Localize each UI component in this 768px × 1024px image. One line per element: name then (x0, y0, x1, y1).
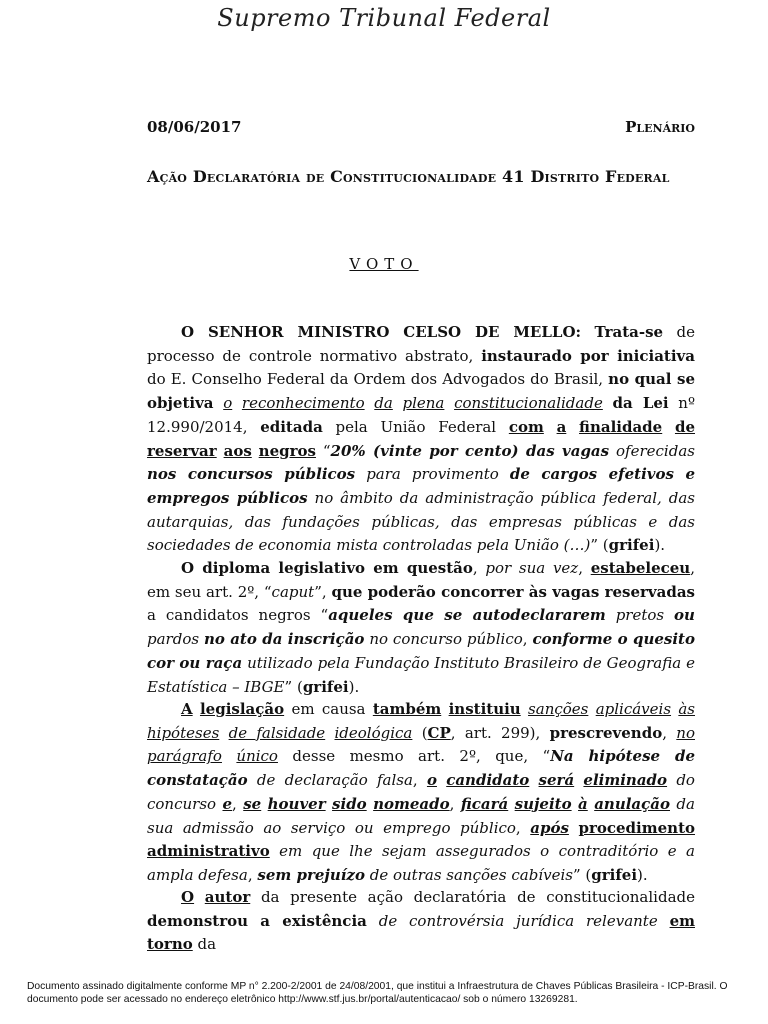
section-heading-voto: VOTO (349, 255, 419, 273)
digital-signature-footer (27, 980, 757, 1006)
meta-row (147, 118, 695, 136)
court-header-title: Supremo Tribunal Federal (217, 4, 551, 32)
vote-paragraph-1: O SENHOR MINISTRO CELSO DE MELLO: Trata-se de processo de controle normativo abstrato, instaurado por iniciativa do E. Conselho Federal da Ordem dos Advogados do Brasil, no qual se objetiva o reconhecimento da plena constitucionalidade da Lei nº 12.990/2014, editada pela União Federal com a finalidade de reservar aos negros “20% (vinte por cento) das vagas oferecidas nos concursos públicos para provimento de cargos efetivos e empregos públicos no âmbito da administração pública federal, das autarquias, das fundações públicas, das empresas públicas e das sociedades de economia mista controladas pela União (…)” (grifei). (147, 323, 695, 555)
vote-paragraph-4: O autor da presente ação declaratória de constitucionalidade demonstrou a existência de controvérsia jurídica relevante em torno da (147, 888, 695, 954)
session-date: 08/06/2017 (147, 118, 242, 136)
vote-paragraph-2: O diploma legislativo em questão, por sua vez, estabeleceu, em seu art. 2º, “caput”, que poderão concorrer às vagas reservadas a candidatos negros “aqueles que se autodeclararem pretos ou pardos no ato da inscrição no concurso público, conforme o quesito cor ou raça utilizado pela Fundação Instituto Brasileiro de Geografia e Estatística – IBGE” (grifei). (147, 559, 695, 696)
action-title: Ação Declaratória de Constitucionalidade 41 Distrito Federal (147, 167, 670, 186)
footer-line-2: documento pode ser acessado no endereço eletrônico http://www.stf.jus.br/portal/autenticacao/ sob o número 13269281. (27, 994, 578, 1005)
footer-line-1: Documento assinado digitalmente conforme MP n° 2.200-2/2001 de 24/08/2001, que institui a Infraestrutura de Chaves Públicas Brasileira - ICP-Brasil. O (27, 981, 728, 992)
session-type: Plenário (625, 118, 695, 136)
vote-paragraph-3: A legislação em causa também instituiu sanções aplicáveis às hipóteses de falsidade ideológica (CP, art. 299), prescrevendo, no parágrafo único desse mesmo art. 2º, que, “Na hipótese de constatação de declaração falsa, o candidato será eliminado do concurso e, se houver sido nomeado, ficará sujeito à anulação da sua admissão ao serviço ou emprego público, após procedimento administrativo em que lhe sejam assegurados o contraditório e a ampla defesa, sem prejuízo de outras sanções cabíveis” (grifei). (147, 700, 695, 884)
